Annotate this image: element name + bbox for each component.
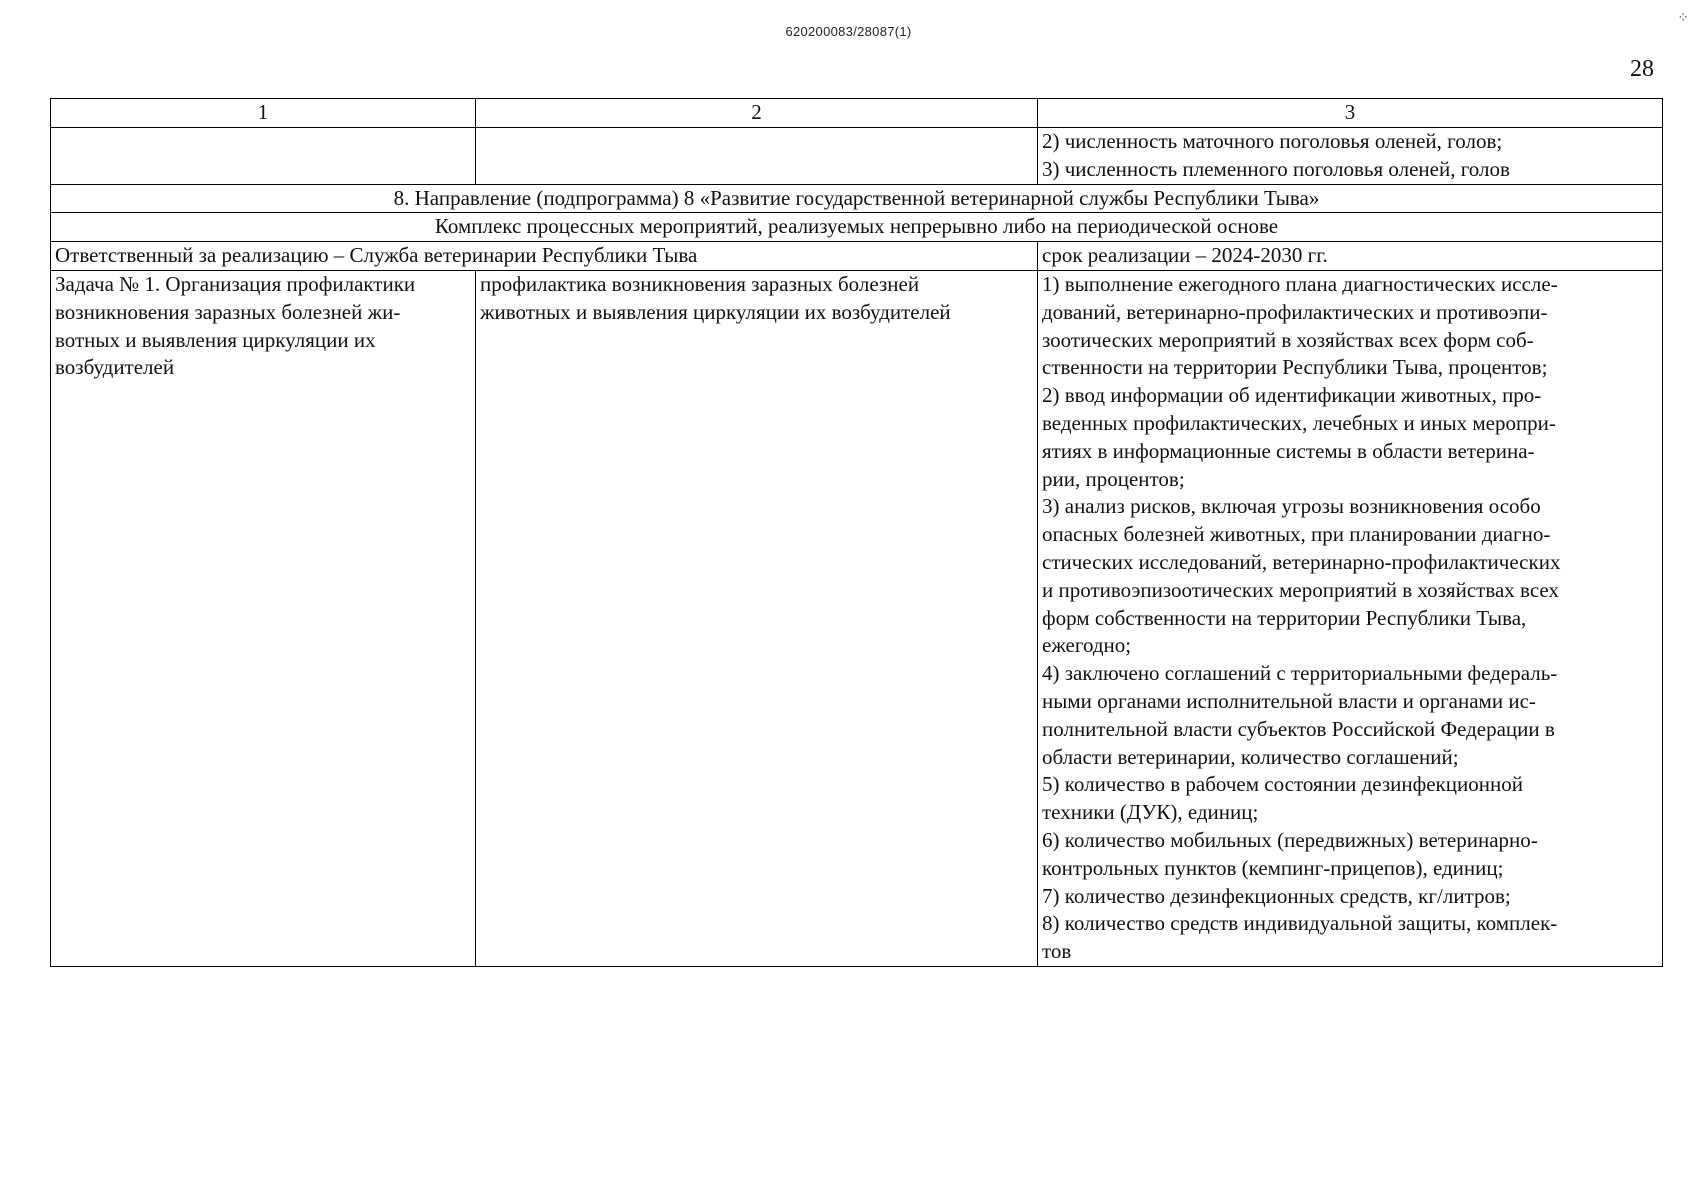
indicator-line: тов xyxy=(1042,939,1072,964)
continuation-row xyxy=(51,128,1663,185)
column-header-1: 1 xyxy=(51,99,476,128)
column-header-2: 2 xyxy=(476,99,1038,128)
indicator-line: области ветеринарии, количество соглашений; xyxy=(1042,744,1459,769)
task-line: возникновения заразных болезней жи- xyxy=(55,299,401,324)
task-cell xyxy=(51,270,476,966)
task-line: Задача № 1. Организация профилактики xyxy=(55,271,416,296)
indicator-line: 4) заключено соглашений с территориальными федераль- xyxy=(1042,661,1558,686)
task-line: вотных и выявления циркуляции их xyxy=(55,327,376,352)
section-title-row xyxy=(51,184,1663,213)
indicator-line: 2) ввод информации об идентификации животных, про- xyxy=(1042,383,1542,408)
indicator-line: ственности на территории Республики Тыва, процентов; xyxy=(1042,355,1548,380)
indicator-line: 3) анализ рисков, включая угрозы возникновения особо xyxy=(1042,494,1541,519)
indicator-line: полнительной власти субъектов Российской Федерации в xyxy=(1042,716,1555,741)
indicator-line: веденных профилактических, лечебных и иных меропри- xyxy=(1042,410,1556,435)
indicator-line: стических исследований, ветеринарно-профилактических xyxy=(1042,549,1561,574)
indicators-cell xyxy=(1038,270,1663,966)
indicator-line: зоотических мероприятий в хозяйствах всех форм соб- xyxy=(1042,327,1534,352)
continuation-cell-2 xyxy=(476,128,1038,185)
indicator-line: 3) численность племенного поголовья оленей, голов xyxy=(1042,156,1510,181)
indicator-line: ными органами исполнительной власти и органами ис- xyxy=(1042,688,1536,713)
indicator-line: 1) выполнение ежегодного плана диагностических иссле- xyxy=(1042,271,1558,296)
indicator-line: опасных болезней животных, при планировании диагно- xyxy=(1042,522,1551,547)
indicator-line: ежегодно; xyxy=(1042,633,1132,658)
scan-artifact-icon: ⁘ xyxy=(1677,11,1689,26)
indicator-line: 5) количество в рабочем состоянии дезинфекционной xyxy=(1042,772,1523,797)
indicator-line: рии, процентов; xyxy=(1042,466,1185,491)
term-cell: срок реализации – 2024-2030 гг. xyxy=(1038,242,1663,271)
indicator-line: дований, ветеринарно-профилактических и противоэпи- xyxy=(1042,299,1548,324)
indicator-line: 6) количество мобильных (передвижных) ветеринарно- xyxy=(1042,827,1538,852)
document-number: 620200083/28087(1) xyxy=(785,24,912,39)
column-header-row xyxy=(51,99,1663,128)
indicator-line: контрольных пунктов (кемпинг-прицепов), единиц; xyxy=(1042,855,1504,880)
indicator-line: форм собственности на территории Республики Тыва, xyxy=(1042,605,1527,630)
indicator-line: 7) количество дезинфекционных средств, кг/литров; xyxy=(1042,883,1511,908)
complex-title: Комплекс процессных мероприятий, реализуемых непрерывно либо на периодической основе xyxy=(51,213,1663,242)
continuation-indicators xyxy=(1038,128,1663,185)
goal-line: профилактика возникновения заразных болезней xyxy=(480,271,920,296)
section-title: 8. Направление (подпрограмма) 8 «Развитие государственной ветеринарной службы Республики Тыва» xyxy=(51,184,1663,213)
page-number: 28 xyxy=(1630,56,1654,82)
complex-title-row xyxy=(51,213,1663,242)
responsible-row xyxy=(51,242,1663,271)
program-table xyxy=(50,98,1663,967)
task-row xyxy=(51,270,1663,966)
continuation-cell-1 xyxy=(51,128,476,185)
indicator-line: ятиях в информационные системы в области ветерина- xyxy=(1042,438,1535,463)
responsible-cell: Ответственный за реализацию – Служба ветеринарии Республики Тыва xyxy=(51,242,1038,271)
task-line: возбудителей xyxy=(55,355,175,380)
indicator-line: 2) численность маточного поголовья оленей, голов; xyxy=(1042,129,1503,153)
indicator-line: 8) количество средств индивидуальной защиты, комплек- xyxy=(1042,911,1558,936)
column-header-3: 3 xyxy=(1038,99,1663,128)
goal-cell xyxy=(476,270,1038,966)
goal-line: животных и выявления циркуляции их возбудителей xyxy=(480,299,951,324)
indicator-line: и противоэпизоотических мероприятий в хозяйствах всех xyxy=(1042,577,1559,602)
indicator-line: техники (ДУК), единиц; xyxy=(1042,800,1259,825)
